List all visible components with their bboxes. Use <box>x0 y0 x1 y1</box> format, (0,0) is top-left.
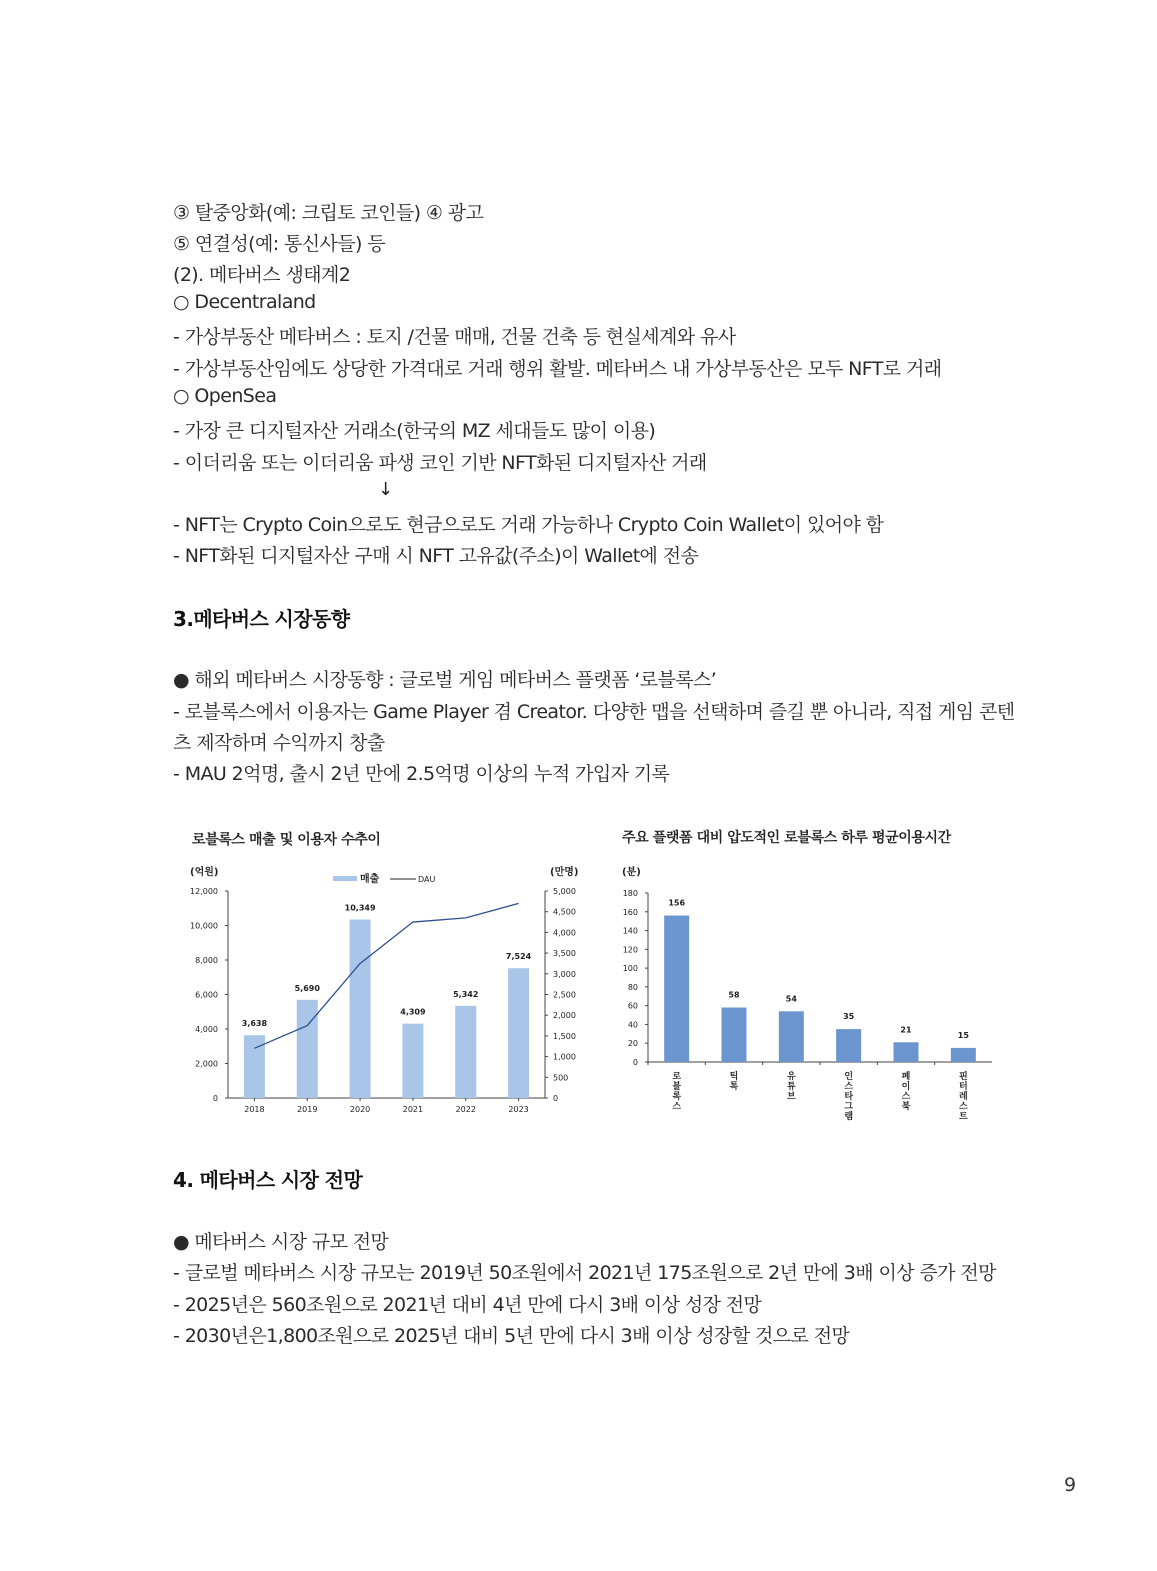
page-number: 9 <box>1064 1474 1077 1496</box>
legend-dau: DAU <box>418 875 436 884</box>
right-axis-unit: (만명) <box>550 867 579 878</box>
revenue-bar-label: 4,309 <box>400 1007 426 1017</box>
down-arrow: ↓ <box>378 479 394 500</box>
left-tick-label: 4,000 <box>195 1025 218 1034</box>
text-line-3: ○ Decentraland <box>173 291 316 313</box>
s3-line-0: ● 해외 메타버스 시장동향 : 글로벌 게임 메타버스 플랫폼 ‘로블록스’ <box>173 669 717 691</box>
usage-bar <box>951 1048 976 1062</box>
usage-bar-label: 35 <box>843 1012 855 1022</box>
s4-line-2: - 2025년은 560조원으로 2021년 대비 4년 만에 다시 3배 이상 성장 전망 <box>173 1294 762 1316</box>
revenue-bar <box>455 1006 476 1098</box>
right-tick-label: 2,000 <box>553 1011 576 1021</box>
text-line-5: - 가상부동산임에도 상당한 가격대로 거래 행위 활발. 메타버스 내 가상부동산은 모두 NFT로 거래 <box>173 358 942 380</box>
revenue-bar <box>508 968 529 1098</box>
s3-line-3: - MAU 2억명, 출시 2년 만에 2.5억명 이상의 누적 가입자 기록 <box>173 763 670 785</box>
x-category-label: 로 블 록 스 <box>672 1072 682 1112</box>
legend-revenue: 매출 <box>360 874 380 885</box>
legend-bar-swatch <box>333 876 357 881</box>
x-tick-label: 2021 <box>402 1105 424 1114</box>
revenue-bar <box>402 1024 423 1098</box>
text-line-8: - 이더리움 또는 이더리움 파생 코인 기반 NFT화된 디지털자산 거래 <box>173 452 707 474</box>
usage-bar <box>722 1008 747 1062</box>
revenue-bar-label: 3,638 <box>241 1019 268 1029</box>
x-tick-label: 2020 <box>349 1105 371 1114</box>
usage-bar-label: 21 <box>900 1025 912 1035</box>
y-tick-label: 120 <box>622 945 638 955</box>
usage-bar-label: 15 <box>957 1030 969 1040</box>
left-tick-label: 2,000 <box>195 1059 218 1069</box>
y-tick-label: 160 <box>622 907 638 917</box>
text-line-1: ⑤ 연결성(예: 통신사들) 등 <box>173 233 385 255</box>
text-line-6: ○ OpenSea <box>173 385 277 407</box>
y-tick-label: 0 <box>632 1058 638 1067</box>
y-tick-label: 20 <box>627 1039 638 1049</box>
left-tick-label: 12,000 <box>190 887 218 896</box>
revenue-bar <box>297 1000 318 1098</box>
s4-line-0: ● 메타버스 시장 규모 전망 <box>173 1231 389 1253</box>
right-tick-label: 2,500 <box>553 990 576 1000</box>
s3-line-1: - 로블록스에서 이용자는 Game Player 겸 Creator. 다양한 맵을 선택하며 즐길 뿐 아니라, 직접 게임 콘텐 <box>173 701 1015 723</box>
x-category-label: 틱 톡 <box>729 1072 739 1092</box>
left-axis-unit: (억원) <box>190 867 219 878</box>
right-tick-label: 0 <box>553 1094 559 1103</box>
usage-bar <box>894 1042 919 1062</box>
s4-line-3: - 2030년은1,800조원으로 2025년 대비 5년 만에 다시 3배 이상 성장할 것으로 전망 <box>173 1325 850 1347</box>
x-tick-label: 2019 <box>297 1105 318 1114</box>
s4-line-1: - 글로벌 메타버스 시장 규모는 2019년 50조원에서 2021년 175조원으로 2년 만에 3배 이상 증가 전망 <box>173 1262 996 1284</box>
right-tick-label: 1,500 <box>553 1031 576 1041</box>
usage-bar <box>779 1011 804 1062</box>
text-line-0: ③ 탈중앙화(예: 크립토 코인들) ④ 광고 <box>173 202 484 224</box>
y-tick-label: 40 <box>627 1020 638 1030</box>
revenue-dau-chart <box>170 855 600 1125</box>
x-category-label: 페 이 스 북 <box>901 1072 911 1112</box>
s3-line-2: 츠 제작하며 수익까지 창출 <box>173 732 385 754</box>
x-category-label: 핀 터 레 스 트 <box>958 1072 968 1122</box>
revenue-bar-label: 7,524 <box>505 952 532 962</box>
y-tick-label: 80 <box>627 982 638 992</box>
revenue-bar-label: 10,349 <box>344 903 376 913</box>
y-tick-label: 100 <box>622 964 638 974</box>
section3-heading: 3.메타버스 시장동향 <box>173 607 350 631</box>
text-line-mid-0: - NFT는 Crypto Coin으로도 현금으로도 거래 가능하나 Crypto Coin Wallet이 있어야 함 <box>173 514 884 536</box>
left-tick-label: 0 <box>212 1094 218 1103</box>
right-tick-label: 5,000 <box>553 887 576 896</box>
usage-bar-label: 156 <box>668 898 686 908</box>
right-tick-label: 3,500 <box>553 949 576 959</box>
usage-bar <box>836 1029 861 1062</box>
chart1-title: 로블록스 매출 및 이용자 수추이 <box>192 832 381 848</box>
usage-bar <box>664 916 689 1062</box>
right-tick-label: 1,000 <box>553 1052 576 1062</box>
right-tick-label: 4,500 <box>553 907 576 917</box>
usage-time-chart <box>610 855 1000 1130</box>
revenue-bar-label: 5,690 <box>294 983 320 993</box>
y-tick-label: 60 <box>627 1001 638 1011</box>
dau-line <box>254 903 518 1048</box>
chart2-title: 주요 플랫폼 대비 압도적인 로블록스 하루 평균이용시간 <box>622 830 951 846</box>
text-line-4: - 가상부동산 메타버스 : 토지 /건물 매매, 건물 건축 등 현실세계와 유사 <box>173 326 736 348</box>
x-category-label: 유 튜 브 <box>786 1072 796 1102</box>
y-axis-unit: (분) <box>622 867 641 878</box>
usage-bar-label: 58 <box>728 990 740 1000</box>
right-tick-label: 3,000 <box>553 969 576 979</box>
x-tick-label: 2022 <box>455 1105 476 1114</box>
y-tick-label: 180 <box>622 889 638 898</box>
x-category-label: 인 스 타 그 램 <box>844 1072 854 1122</box>
usage-bar-label: 54 <box>785 994 797 1004</box>
left-tick-label: 8,000 <box>195 956 218 965</box>
section4-heading: 4. 메타버스 시장 전망 <box>173 1168 363 1192</box>
left-tick-label: 6,000 <box>195 990 218 1000</box>
y-tick-label: 140 <box>622 926 638 936</box>
x-tick-label: 2023 <box>508 1105 529 1114</box>
text-line-7: - 가장 큰 디지털자산 거래소(한국의 MZ 세대들도 많이 이용) <box>173 420 656 442</box>
text-line-2: (2). 메타버스 생태계2 <box>173 264 351 286</box>
left-tick-label: 10,000 <box>190 921 218 931</box>
revenue-bar-label: 5,342 <box>453 989 479 999</box>
text-line-mid-1: - NFT화된 디지털자산 구매 시 NFT 고유값(주소)이 Wallet에 전송 <box>173 545 699 567</box>
right-tick-label: 500 <box>553 1073 569 1083</box>
revenue-bar <box>350 919 371 1098</box>
x-tick-label: 2018 <box>244 1105 265 1114</box>
right-tick-label: 4,000 <box>553 928 576 938</box>
